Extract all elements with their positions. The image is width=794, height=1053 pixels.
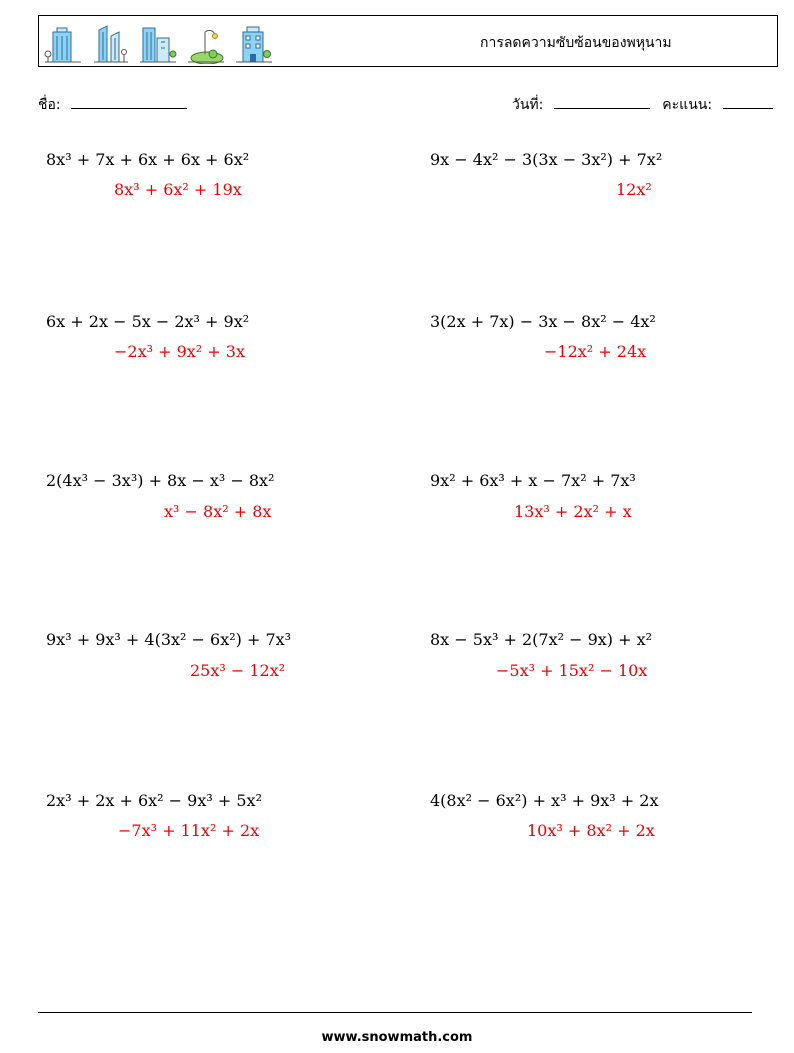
name-blank[interactable] — [71, 94, 187, 109]
name-label: ชื่อ: — [38, 97, 61, 113]
answer-4: −12x² + 24x — [544, 342, 647, 361]
answer-7: 25x³ − 12x² — [190, 661, 286, 680]
problem-5: 2(4x³ − 3x³) + 8x − x³ − 8x² — [46, 471, 275, 490]
hotel-building-icon — [235, 24, 273, 64]
problem-2: 9x − 4x² − 3(3x − 3x²) + 7x² — [430, 150, 663, 169]
header-icons — [43, 20, 273, 64]
worksheet-header — [38, 15, 778, 67]
name-field — [38, 94, 187, 116]
answer-9: −7x³ + 11x² + 2x — [118, 821, 260, 840]
problem-4: 3(2x + 7x) − 3x − 8x² − 4x² — [430, 312, 656, 331]
date-label: วันที่: — [512, 97, 544, 113]
problem-9: 2x³ + 2x + 6x² − 9x³ + 5x² — [46, 791, 262, 810]
office-building-icon — [43, 24, 83, 64]
date-blank[interactable] — [554, 94, 650, 109]
problem-8: 8x − 5x³ + 2(7x² − 9x) + x² — [430, 630, 653, 649]
problem-6: 9x² + 6x³ + x − 7x² + 7x³ — [430, 471, 636, 490]
footer-divider — [38, 1012, 752, 1013]
answer-6: 13x³ + 2x² + x — [514, 502, 632, 521]
problem-1: 8x³ + 7x + 6x + 6x + 6x² — [46, 150, 250, 169]
score-blank[interactable] — [723, 94, 773, 109]
worksheet-title: การลดความซับซ้อนของพหุนาม — [480, 35, 672, 51]
answer-8: −5x³ + 15x² − 10x — [496, 661, 648, 680]
problem-7: 9x³ + 9x³ + 4(3x² − 6x²) + 7x³ — [46, 630, 292, 649]
park-tree-icon — [187, 24, 225, 64]
twin-towers-icon — [93, 24, 129, 64]
problem-3: 6x + 2x − 5x − 2x³ + 9x² — [46, 312, 250, 331]
answer-3: −2x³ + 9x² + 3x — [114, 342, 245, 361]
score-label: คะแนน: — [662, 97, 713, 113]
answer-10: 10x³ + 8x² + 2x — [527, 821, 655, 840]
answer-1: 8x³ + 6x² + 19x — [114, 180, 242, 199]
footer-url[interactable]: www.snowmath.com — [321, 1030, 473, 1045]
problem-10: 4(8x² − 6x²) + x³ + 9x³ + 2x — [430, 791, 659, 810]
answer-2: 12x² — [616, 180, 652, 199]
skyscrapers-icon — [139, 24, 177, 64]
answer-5: x³ − 8x² + 8x — [164, 502, 272, 521]
date-score-field — [512, 94, 773, 116]
